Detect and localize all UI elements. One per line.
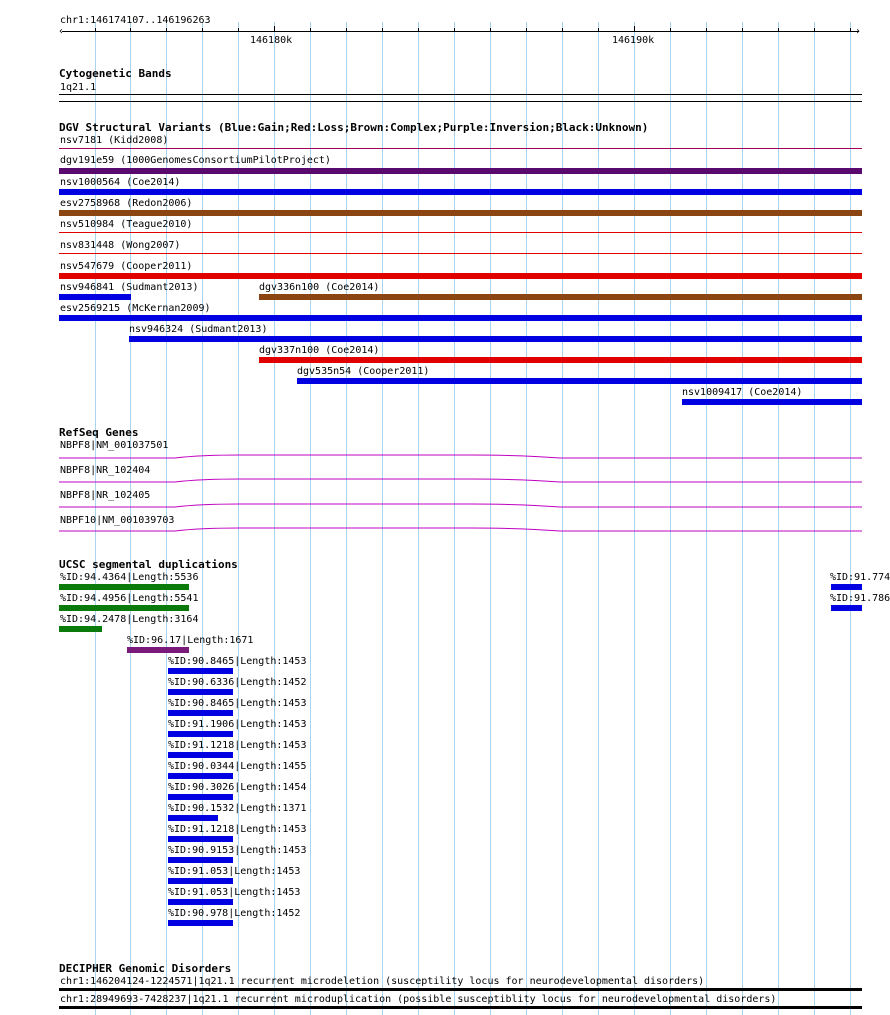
decipher-feature[interactable] bbox=[59, 1006, 862, 1009]
gene-label[interactable]: NBPF8|NR_102404 bbox=[60, 465, 151, 476]
ruler-tick-label: 146190k bbox=[612, 35, 655, 46]
segdup-feature[interactable] bbox=[168, 731, 233, 737]
segdup-label[interactable]: %ID:96.17|Length:1671 bbox=[127, 635, 254, 646]
track-title[interactable]: RefSeq Genes bbox=[59, 426, 139, 439]
decipher-label[interactable]: chr1:28949693-7428237|1q21.1 recurrent microduplication (possible susceptiblity locus for neurodevelopmental disorders) bbox=[60, 994, 777, 1005]
gene-label[interactable]: NBPF10|NM_001039703 bbox=[60, 515, 175, 526]
decipher-label[interactable]: chr1:146204124-1224571|1q21.1 recurrent microdeletion (susceptility locus for neurodevelopmental disorders) bbox=[60, 976, 705, 987]
segdup-label[interactable]: %ID:90.6336|Length:1452 bbox=[168, 677, 307, 688]
segdup-label[interactable]: %ID:91.786 bbox=[830, 593, 890, 604]
segdup-label[interactable]: %ID:90.9153|Length:1453 bbox=[168, 845, 307, 856]
feature-label[interactable]: nsv547679 (Cooper2011) bbox=[60, 261, 193, 272]
ruler-right-arrow-icon: › bbox=[855, 26, 862, 37]
segdup-feature[interactable] bbox=[168, 815, 218, 821]
segdup-feature[interactable] bbox=[168, 689, 233, 695]
feature-label[interactable]: dgv337n100 (Coe2014) bbox=[259, 345, 380, 356]
segdup-label[interactable]: %ID:94.4956|Length:5541 bbox=[60, 593, 199, 604]
segdup-label[interactable]: %ID:90.1532|Length:1371 bbox=[168, 803, 307, 814]
ruler-tick-label: 146180k bbox=[250, 35, 293, 46]
segdup-label[interactable]: %ID:91.1218|Length:1453 bbox=[168, 824, 307, 835]
segdup-label[interactable]: %ID:90.978|Length:1452 bbox=[168, 908, 301, 919]
feature-label[interactable]: dgv535n54 (Cooper2011) bbox=[297, 366, 430, 377]
segdup-label[interactable]: %ID:90.8465|Length:1453 bbox=[168, 698, 307, 709]
feature-label[interactable]: nsv1009417 (Coe2014) bbox=[682, 387, 803, 398]
cytoband-label[interactable]: 1q21.1 bbox=[60, 82, 97, 93]
feature-label[interactable]: esv2758968 (Redon2006) bbox=[60, 198, 193, 209]
track-title[interactable]: Cytogenetic Bands bbox=[59, 67, 172, 80]
segdup-feature[interactable] bbox=[59, 626, 102, 632]
feature-label[interactable]: dgv336n100 (Coe2014) bbox=[259, 282, 380, 293]
segdup-feature[interactable] bbox=[59, 605, 189, 611]
segdup-feature[interactable] bbox=[168, 857, 233, 863]
segdup-feature[interactable] bbox=[831, 584, 862, 590]
segdup-feature[interactable] bbox=[59, 584, 189, 590]
feature-label[interactable]: nsv946841 (Sudmant2013) bbox=[60, 282, 199, 293]
segdup-label[interactable]: %ID:91.1218|Length:1453 bbox=[168, 740, 307, 751]
segdup-feature[interactable] bbox=[168, 710, 233, 716]
ruler-left-arrow-icon: ‹ bbox=[58, 26, 65, 37]
segdup-label[interactable]: %ID:94.4364|Length:5536 bbox=[60, 572, 199, 583]
track-title[interactable]: DECIPHER Genomic Disorders bbox=[59, 962, 232, 975]
segdup-label[interactable]: %ID:90.0344|Length:1455 bbox=[168, 761, 307, 772]
segdup-feature[interactable] bbox=[168, 794, 233, 800]
segdup-label[interactable]: %ID:90.8465|Length:1453 bbox=[168, 656, 307, 667]
decipher-feature[interactable] bbox=[59, 988, 862, 991]
gene-label[interactable]: NBPF8|NM_001037501 bbox=[60, 440, 169, 451]
segdup-label[interactable]: %ID:91.774 bbox=[830, 572, 890, 583]
segdup-feature[interactable] bbox=[831, 605, 862, 611]
segdup-feature[interactable] bbox=[168, 920, 233, 926]
feature-label[interactable]: nsv946324 (Sudmant2013) bbox=[129, 324, 268, 335]
segdup-feature[interactable] bbox=[168, 878, 233, 884]
feature-label[interactable]: esv2569215 (McKernan2009) bbox=[60, 303, 211, 314]
feature-label[interactable]: nsv7181 (Kidd2008) bbox=[60, 135, 169, 146]
feature-label[interactable]: nsv831448 (Wong2007) bbox=[60, 240, 181, 251]
track-title[interactable]: UCSC segmental duplications bbox=[59, 558, 238, 571]
feature-label[interactable]: nsv510984 (Teague2010) bbox=[60, 219, 193, 230]
segdup-label[interactable]: %ID:90.3026|Length:1454 bbox=[168, 782, 307, 793]
segdup-feature[interactable] bbox=[168, 752, 233, 758]
region-label: chr1:146174107..146196263 bbox=[60, 15, 211, 26]
segdup-feature[interactable] bbox=[168, 899, 233, 905]
segdup-label[interactable]: %ID:91.1906|Length:1453 bbox=[168, 719, 307, 730]
segdup-label[interactable]: %ID:91.053|Length:1453 bbox=[168, 866, 301, 877]
track-title[interactable]: DGV Structural Variants (Blue:Gain;Red:Loss;Brown:Complex;Purple:Inversion;Black:Unknown) bbox=[59, 121, 649, 134]
segdup-label[interactable]: %ID:94.2478|Length:3164 bbox=[60, 614, 199, 625]
feature-label[interactable]: nsv1000564 (Coe2014) bbox=[60, 177, 181, 188]
feature-label[interactable]: dgv191e59 (1000GenomesConsortiumPilotProject) bbox=[60, 155, 331, 166]
segdup-label[interactable]: %ID:91.053|Length:1453 bbox=[168, 887, 301, 898]
segdup-feature[interactable] bbox=[168, 773, 233, 779]
segdup-feature[interactable] bbox=[168, 668, 233, 674]
segdup-feature[interactable] bbox=[127, 647, 189, 653]
gene-label[interactable]: NBPF8|NR_102405 bbox=[60, 490, 151, 501]
segdup-feature[interactable] bbox=[168, 836, 233, 842]
